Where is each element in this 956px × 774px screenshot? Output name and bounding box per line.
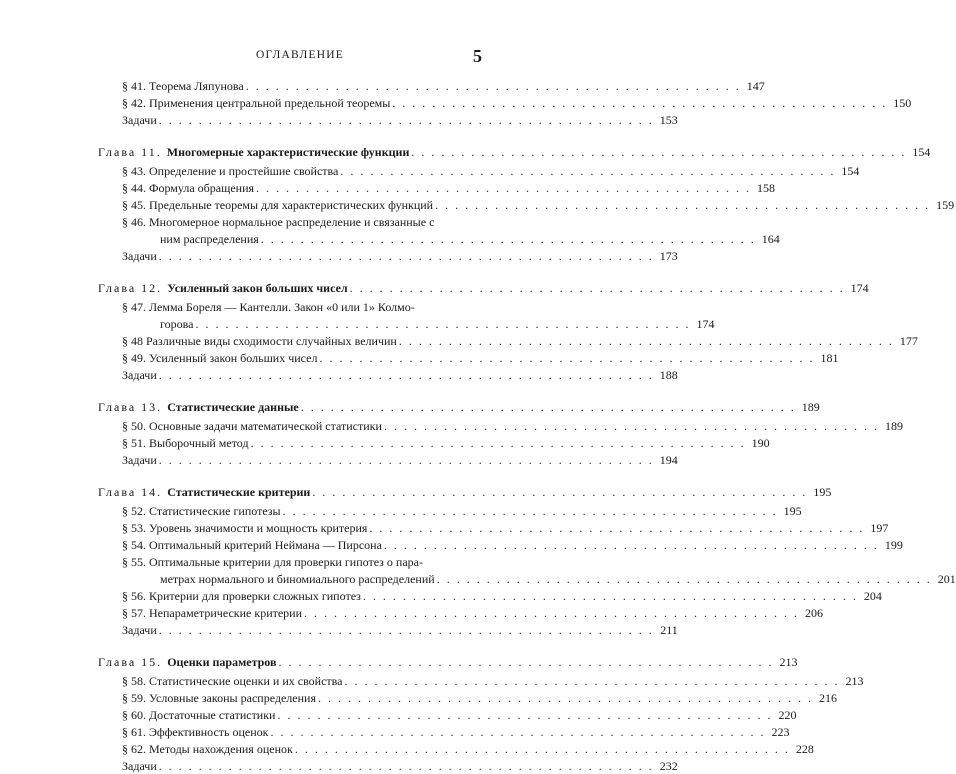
section-heading (122, 350, 317, 366)
dot-leader: . . . . . . . . . . . . . . . . . . . . . . . . . . . . . . . . . . . . . . . . . . . . . . . . . . (436, 572, 932, 586)
problems-title: Задачи (122, 113, 157, 127)
section-number: § 54. (122, 538, 149, 552)
dot-leader: . . . . . . . . . . . . . . . . . . . . . . . . . . . . . . . . . . . . . . . . . . . . . . . . . . (195, 317, 691, 331)
toc-leader-line (160, 231, 780, 247)
toc-leader-line (122, 605, 824, 621)
section-title: Статистические гипотезы (149, 504, 281, 518)
toc-leader-line (122, 333, 918, 349)
page-ref: 174 (696, 317, 715, 331)
dot-leader: . . . . . . . . . . . . . . . . . . . . . . . . . . . . . . . . . . . . . . . . . . . . . . . . . . (398, 334, 894, 348)
chapter-label: Глава 13. (98, 400, 168, 414)
toc-leader-line (122, 452, 678, 468)
dot-leader: . . . . . . . . . . . . . . . . . . . . . . . . . . . . . . . . . . . . . . . . . . . . . . . . . . (349, 281, 845, 295)
section-number: § 46. (122, 215, 149, 229)
section-heading (122, 78, 244, 94)
section-heading (122, 435, 249, 451)
page-ref: 197 (870, 521, 889, 535)
chapter-heading (98, 654, 277, 670)
dot-leader: . . . . . . . . . . . . . . . . . . . . . . . . . . . . . . . . . . . . . . . . . . . . . . . . . . (369, 521, 865, 535)
section-number: § 56. (122, 589, 149, 603)
section-heading (122, 690, 316, 706)
toc-leader-line (122, 248, 678, 264)
dot-leader: . . . . . . . . . . . . . . . . . . . . . . . . . . . . . . . . . . . . . . . . . . . . . . . . . . (158, 113, 654, 127)
toc-leader-line (122, 78, 765, 94)
dot-leader: . . . . . . . . . . . . . . . . . . . . . . . . . . . . . . . . . . . . . . . . . . . . . . . . . . (344, 674, 840, 688)
section-number: § 42. (122, 96, 149, 110)
toc-leader-line (122, 503, 802, 519)
dot-leader: . . . . . . . . . . . . . . . . . . . . . . . . . . . . . . . . . . . . . . . . . . . . . . . . . . (304, 606, 800, 620)
section-heading (122, 180, 254, 196)
toc-leader-line (98, 280, 869, 296)
chapter-label: Глава 12. (98, 281, 168, 295)
toc-leader-line (98, 484, 832, 500)
section-title: Методы нахождения оценок (149, 742, 293, 756)
chapter-title: Статистические данные (167, 400, 299, 414)
section-title: Лемма Бореля — Кантелли. Закон «0 или 1» Колмо- (149, 300, 415, 314)
section-title: Критерии для проверки сложных гипотез (149, 589, 361, 603)
page-ref: 188 (659, 368, 678, 382)
page-ref: 228 (795, 742, 814, 756)
dot-leader: . . . . . . . . . . . . . . . . . . . . . . . . . . . . . . . . . . . . . . . . . . . . . . . . . . (158, 368, 654, 382)
chapter-label: Глава 14. (98, 485, 168, 499)
section-number: § 60. (122, 708, 149, 722)
section-heading (122, 707, 275, 723)
problems-title: Задачи (122, 453, 157, 467)
section-title: Теорема Ляпунова (149, 79, 244, 93)
toc-leader-line (122, 673, 864, 689)
page-ref: 189 (884, 419, 903, 433)
section-title: Уровень значимости и мощность критерия (149, 521, 368, 535)
chapter-title: Многомерные характеристические функции (166, 145, 410, 159)
toc-leader-line (122, 367, 678, 383)
chapter-heading (98, 484, 310, 500)
toc-leader-line (122, 112, 678, 128)
section-title-continued: метрах нормального и биномиального распределений (160, 572, 435, 586)
chapter-title: Статистические критерии (167, 485, 311, 499)
section-number: § 52. (122, 504, 149, 518)
page-ref: 158 (757, 181, 776, 195)
section-heading (122, 197, 433, 213)
toc-leader-line (122, 180, 776, 196)
section-title: Применения центральной предельной теоремы (149, 96, 391, 110)
page-ref: 195 (813, 485, 832, 499)
section-number: § 49. (122, 351, 149, 365)
problems-title: Задачи (122, 368, 157, 382)
section-number: § 43. (122, 164, 149, 178)
section-title: Основные задачи математической статистики (149, 419, 382, 433)
page-ref: 216 (818, 691, 837, 705)
dot-leader: . . . . . . . . . . . . . . . . . . . . . . . . . . . . . . . . . . . . . . . . . . . . . . . . . . (300, 400, 796, 414)
toc-leader-line (98, 399, 820, 415)
section-number: § 55. (122, 555, 149, 569)
toc-leader-line (122, 758, 678, 774)
section-title: Условные законы распределения (149, 691, 316, 705)
page-ref: 174 (850, 281, 869, 295)
section-number: § 45. (122, 198, 149, 212)
section-number: § 57. (122, 606, 149, 620)
page-ref: 204 (863, 589, 882, 603)
chapter-heading (98, 280, 348, 296)
toc-leader-line (98, 654, 798, 670)
problems-title: Задачи (122, 249, 157, 263)
dot-leader: . . . . . . . . . . . . . . . . . . . . . . . . . . . . . . . . . . . . . . . . . . . . . . . . . . (383, 419, 879, 433)
page-ref: 177 (899, 334, 918, 348)
dot-leader: . . . . . . . . . . . . . . . . . . . . . . . . . . . . . . . . . . . . . . . . . . . . . . . . . . (256, 181, 752, 195)
toc-leader-line (122, 724, 790, 740)
dot-leader: . . . . . . . . . . . . . . . . . . . . . . . . . . . . . . . . . . . . . . . . . . . . . . . . . . (312, 485, 808, 499)
section-number: § 62. (122, 742, 149, 756)
dot-leader: . . . . . . . . . . . . . . . . . . . . . . . . . . . . . . . . . . . . . . . . . . . . . . . . . . (411, 145, 907, 159)
chapter-heading (98, 144, 409, 160)
toc-leader-line (122, 418, 903, 434)
section-heading (122, 724, 269, 740)
dot-leader: . . . . . . . . . . . . . . . . . . . . . . . . . . . . . . . . . . . . . . . . . . . . . . . . . . (278, 655, 774, 669)
toc-leader-line (122, 588, 882, 604)
section-title: Усиленный закон больших чисел (149, 351, 318, 365)
page-ref: 201 (937, 572, 956, 586)
chapter-title: Оценки параметров (167, 655, 277, 669)
page-header (0, 46, 600, 68)
section-heading (122, 605, 302, 621)
dot-leader: . . . . . . . . . . . . . . . . . . . . . . . . . . . . . . . . . . . . . . . . . . . . . . . . . . (340, 164, 836, 178)
page-ref: 199 (884, 538, 903, 552)
toc-leader-line (122, 197, 955, 213)
toc-leader-line (122, 163, 860, 179)
toc-leader-line (122, 520, 889, 536)
dot-leader: . . . . . . . . . . . . . . . . . . . . . . . . . . . . . . . . . . . . . . . . . . . . . . . . . . (277, 708, 773, 722)
page-ref: 195 (783, 504, 802, 518)
section-heading (122, 418, 382, 434)
chapter-title: Усиленный закон больших чисел (167, 281, 348, 295)
section-number: § 58. (122, 674, 149, 688)
section-number: § 41. (122, 79, 149, 93)
section-title: Предельные теоремы для характеристических функций (149, 198, 434, 212)
page-ref: 213 (779, 655, 798, 669)
toc-leader-line (160, 316, 715, 332)
page-ref: 223 (771, 725, 790, 739)
dot-leader: . . . . . . . . . . . . . . . . . . . . . . . . . . . . . . . . . . . . . . . . . . . . . . . . . . (319, 351, 815, 365)
page-ref: 194 (659, 453, 678, 467)
dot-leader: . . . . . . . . . . . . . . . . . . . . . . . . . . . . . . . . . . . . . . . . . . . . . . . . . . (158, 249, 654, 263)
section-title: Непараметрические критерии (149, 606, 303, 620)
section-title: Формула обращения (149, 181, 255, 195)
dot-leader: . . . . . . . . . . . . . . . . . . . . . . . . . . . . . . . . . . . . . . . . . . . . . . . . . . (282, 504, 778, 518)
chapter-label: Глава 15. (98, 655, 168, 669)
problems-title: Задачи (122, 623, 157, 637)
section-heading (122, 673, 342, 689)
page-ref: 181 (820, 351, 839, 365)
toc-leader-line (122, 622, 678, 638)
dot-leader: . . . . . . . . . . . . . . . . . . . . . . . . . . . . . . . . . . . . . . . . . . . . . . . . . . (245, 79, 741, 93)
section-title: Определение и простейшие свойства (149, 164, 339, 178)
section-title-continued: ним распределения (160, 232, 259, 246)
toc-leader-line (122, 350, 839, 366)
section-heading (122, 520, 367, 536)
dot-leader: . . . . . . . . . . . . . . . . . . . . . . . . . . . . . . . . . . . . . . . . . . . . . . . . . . (270, 725, 766, 739)
page-ref: 206 (805, 606, 824, 620)
section-title: Статистические оценки и их свойства (149, 674, 343, 688)
section-title: Оптимальный критерий Неймана — Пирсона (149, 538, 382, 552)
page-ref: 154 (912, 145, 931, 159)
chapter-label: Глава 11. (98, 145, 167, 159)
section-title: Выборочный метод (149, 436, 249, 450)
page-ref: 190 (751, 436, 770, 450)
section-title-continued: горова (160, 317, 194, 331)
section-heading (122, 333, 397, 349)
toc-section-line (122, 554, 423, 570)
page-ref: 211 (660, 623, 678, 637)
section-heading (122, 95, 390, 111)
dot-leader: . . . . . . . . . . . . . . . . . . . . . . . . . . . . . . . . . . . . . . . . . . . . . . . . . . (250, 436, 746, 450)
dot-leader: . . . . . . . . . . . . . . . . . . . . . . . . . . . . . . . . . . . . . . . . . . . . . . . . . . (435, 198, 931, 212)
dot-leader: . . . . . . . . . . . . . . . . . . . . . . . . . . . . . . . . . . . . . . . . . . . . . . . . . . (158, 453, 654, 467)
toc-section-line (122, 299, 415, 315)
dot-leader: . . . . . . . . . . . . . . . . . . . . . . . . . . . . . . . . . . . . . . . . . . . . . . . . . . (362, 589, 858, 603)
page-ref: 159 (936, 198, 955, 212)
toc-leader-line (122, 690, 837, 706)
section-heading (122, 503, 281, 519)
section-number: § 51. (122, 436, 149, 450)
page-ref: 213 (845, 674, 864, 688)
page-ref: 147 (746, 79, 765, 93)
dot-leader: . . . . . . . . . . . . . . . . . . . . . . . . . . . . . . . . . . . . . . . . . . . . . . . . . . (158, 623, 654, 637)
page-ref: 154 (841, 164, 860, 178)
toc-leader-line (122, 537, 903, 553)
toc-leader-line (122, 95, 912, 111)
page-number: 5 (473, 46, 482, 66)
section-number: § 61. (122, 725, 149, 739)
section-title: Различные виды сходимости случайных величин (146, 334, 397, 348)
dot-leader: . . . . . . . . . . . . . . . . . . . . . . . . . . . . . . . . . . . . . . . . . . . . . . . . . . (260, 232, 756, 246)
section-heading (122, 537, 382, 553)
page-ref: 232 (659, 759, 678, 773)
toc-leader-line (122, 741, 814, 757)
section-number: § 47. (122, 300, 149, 314)
section-title: Эффективность оценок (149, 725, 269, 739)
dot-leader: . . . . . . . . . . . . . . . . . . . . . . . . . . . . . . . . . . . . . . . . . . . . . . . . . . (383, 538, 879, 552)
page-ref: 153 (659, 113, 678, 127)
page-ref: 220 (778, 708, 797, 722)
section-title: Оптимальные критерии для проверки гипотез о пара- (149, 555, 423, 569)
toc-leader-line (122, 707, 797, 723)
toc-leader-line (160, 571, 956, 587)
section-number: § 53. (122, 521, 149, 535)
section-number: § 44. (122, 181, 149, 195)
dot-leader: . . . . . . . . . . . . . . . . . . . . . . . . . . . . . . . . . . . . . . . . . . . . . . . . . . (158, 759, 654, 773)
section-number: § 59. (122, 691, 149, 705)
section-heading (122, 163, 338, 179)
running-title: ОГЛАВЛЕНИЕ (256, 49, 344, 61)
dot-leader: . . . . . . . . . . . . . . . . . . . . . . . . . . . . . . . . . . . . . . . . . . . . . . . . . . (294, 742, 790, 756)
page-ref: 150 (893, 96, 912, 110)
dot-leader: . . . . . . . . . . . . . . . . . . . . . . . . . . . . . . . . . . . . . . . . . . . . . . . . . . (317, 691, 813, 705)
section-title: Многомерное нормальное распределение и связанные с (149, 215, 435, 229)
section-title: Достаточные статистики (149, 708, 276, 722)
section-heading (122, 741, 293, 757)
section-heading (122, 588, 361, 604)
toc-leader-line (98, 144, 931, 160)
toc-leader-line (122, 435, 770, 451)
toc-section-line (122, 214, 434, 230)
page-ref: 164 (761, 232, 780, 246)
page-ref: 189 (801, 400, 820, 414)
page-ref: 173 (659, 249, 678, 263)
dot-leader: . . . . . . . . . . . . . . . . . . . . . . . . . . . . . . . . . . . . . . . . . . . . . . . . . . (392, 96, 888, 110)
section-number: § 50. (122, 419, 149, 433)
section-number: § 48 (122, 334, 146, 348)
problems-title: Задачи (122, 759, 157, 773)
chapter-heading (98, 399, 299, 415)
